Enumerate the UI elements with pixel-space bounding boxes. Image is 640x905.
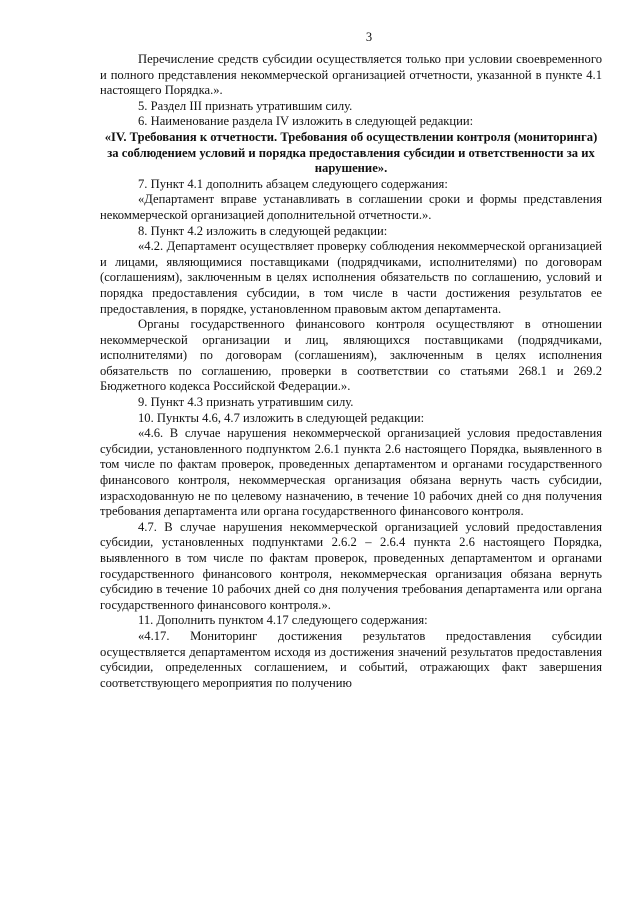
section-iv-heading: «IV. Требования к отчетности. Требования об осуществлении контроля (мониторинга) за соблюдением условий и порядка предоставления субсидии и ответственности за их нарушение». <box>104 129 598 176</box>
paragraph-clause-4-2-control: Органы государственного финансового контроля осуществляют в отношении некоммерческой организации и лиц, являющихся поставщиками (подрядчиками, исполнителями) по договорам (соглашениям), заключенным в целях исполнения обязательств по соглашению, проверки в соответствии со статьями 268.1 и 269.2 Бюджетного кодекса Российской Федерации.». <box>100 317 602 394</box>
document-body <box>100 52 602 691</box>
paragraph-item-8: 8. Пункт 4.2 изложить в следующей редакции: <box>138 223 388 238</box>
paragraph-item-10: 10. Пункты 4.6, 4.7 изложить в следующей редакции: <box>138 410 425 425</box>
paragraph-item-7: 7. Пункт 4.1 дополнить абзацем следующего содержания: <box>138 176 448 191</box>
paragraph-item-5: 5. Раздел III признать утратившим силу. <box>138 98 353 113</box>
paragraph-item-6: 6. Наименование раздела IV изложить в следующей редакции: <box>138 114 474 129</box>
paragraph-clause-4-6: «4.6. В случае нарушения некоммерческой организацией условия предоставления субсидии, установленного подпунктом 2.6.1 пункта 2.6 настоящего Порядка, выявленного в том числе по фактам проверок, проведенных департаментом и органами государственного финансового контроля, некоммерческая организация обязана вернуть часть субсидии, израсходованную не по целевому назначению, в течение 10 рабочих дней со дня получения требования департамента или органа государственного финансового контроля. <box>100 426 602 519</box>
paragraph-clause-4-7: 4.7. В случае нарушения некоммерческой организацией условий предоставления субсидии, установленных подпунктами 2.6.2 – 2.6.4 пункта 2.6 настоящего Порядка, выявленного в том числе по фактам проверок, проведенных департаментом и органами государственного финансового контроля, некоммерческая организация обязана вернуть субсидию в течение 10 рабочих дней со дня получения требования департамента или органа государственного финансового контроля.». <box>100 519 602 612</box>
page-number: 3 <box>365 30 373 44</box>
paragraph-item-9: 9. Пункт 4.3 признать утратившим силу. <box>138 395 354 410</box>
paragraph-clause-4-17: «4.17. Мониторинг достижения результатов предоставления субсидии осуществляется департаментом исходя из достижения значений результатов предоставления субсидии, определенных соглашением, и событий, отражающих факт завершения соответствующего мероприятия по получению <box>100 628 602 690</box>
paragraph-subsidy-transfer: Перечисление средств субсидии осуществляется только при условии своевременного и полного представления некоммерческой организацией отчетности, указанной в пункте 4.1 настоящего Порядка.». <box>100 52 602 98</box>
paragraph-clause-4-2: «4.2. Департамент осуществляет проверку соблюдения некоммерческой организацией и лицами, являющимися поставщиками (подрядчиками, исполнителями) по договорам (соглашениям), заключенным в целях исполнения обязательств по соглашению, условий и порядка предоставления субсидии, в том числе в части достижения результатов ее предоставления, в порядке, установленном правовым актом департамента. <box>100 239 602 316</box>
paragraph-item-7-quote: «Департамент вправе устанавливать в соглашении сроки и формы представления некоммерческой организацией дополнительной отчетности.». <box>100 192 602 222</box>
paragraph-item-11: 11. Дополнить пунктом 4.17 следующего содержания: <box>138 613 428 628</box>
